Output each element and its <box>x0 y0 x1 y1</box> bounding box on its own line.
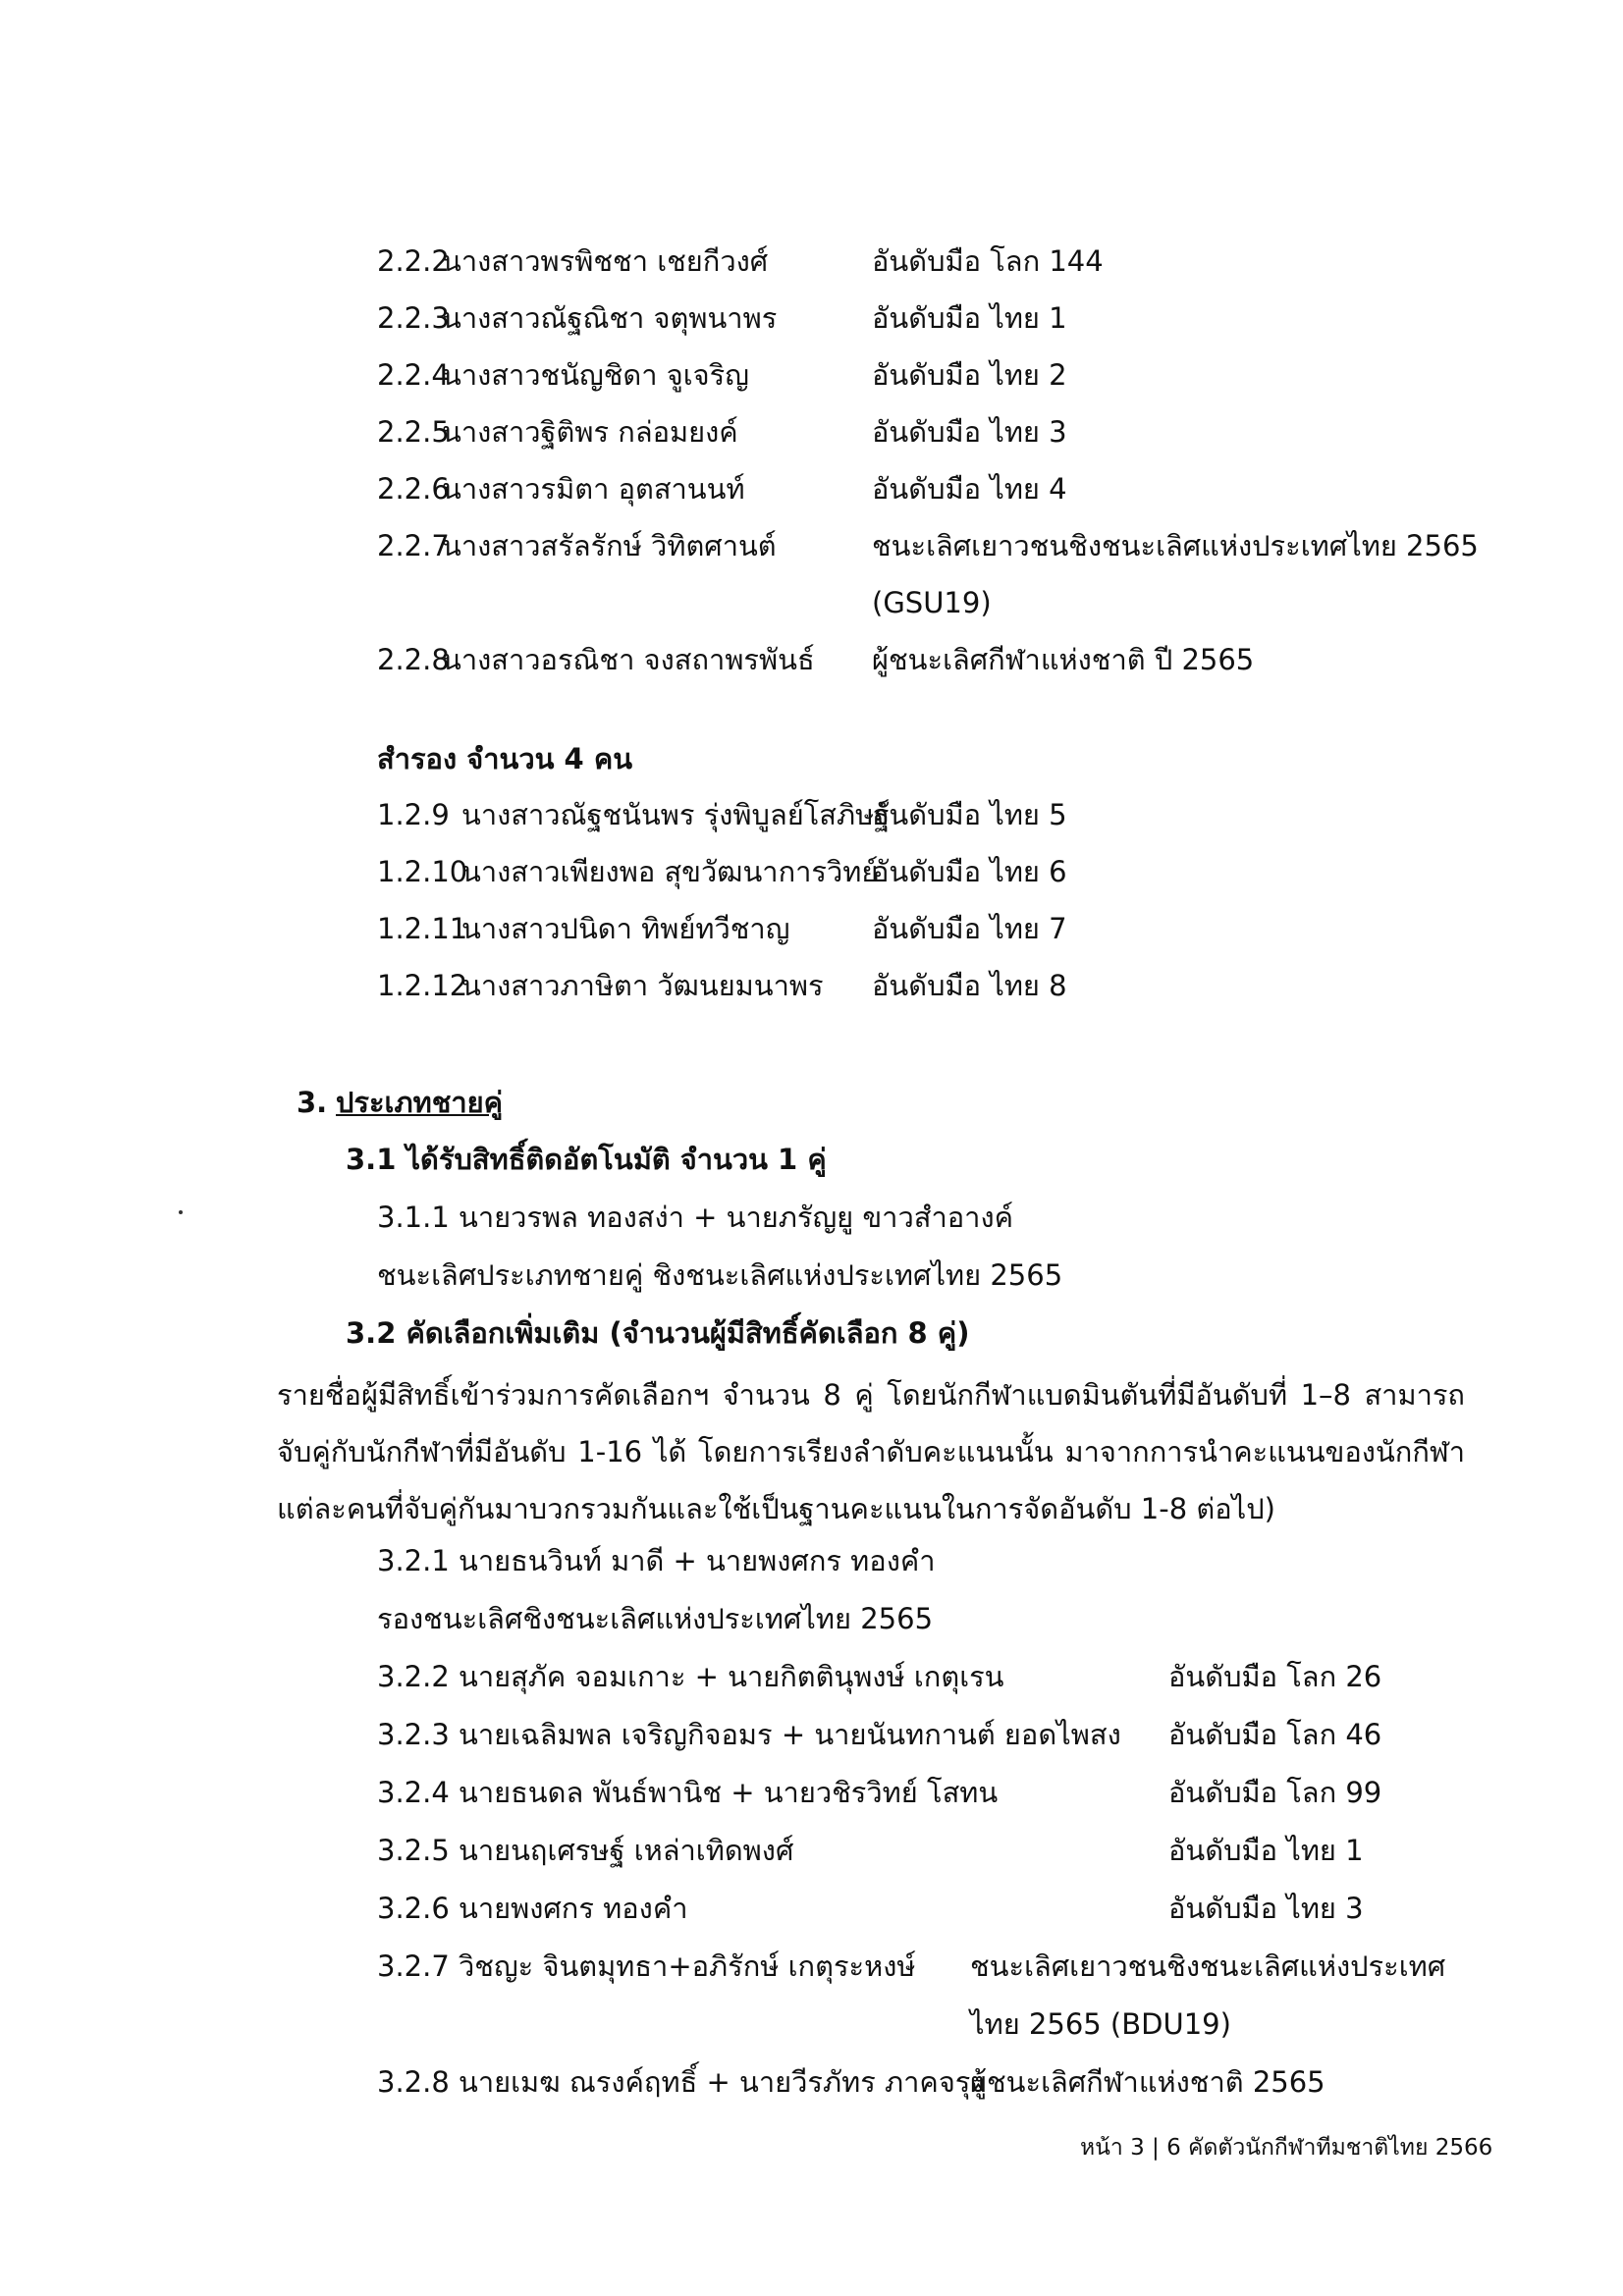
pair-name: 3.2.2 นายสุภัค จอมเกาะ + นายกิตตินุพงษ์ เกตุเรน <box>377 1660 1004 1693</box>
pair-rank: อันดับมือ ไทย 1 <box>1168 1834 1364 1867</box>
pair-rank-cont: ไทย 2565 (BDU19) <box>970 2007 1231 2041</box>
list-item-name: นางสาวณัฐณิชา จตุพนาพร <box>442 301 778 335</box>
list-item: 3.2.1 นายธนวินท์ มาดี + นายพงศกร ทองคำ <box>377 1544 936 1577</box>
list-item-no: 2.2.6 <box>377 472 450 506</box>
list-item-rank: อันดับมือ ไทย 5 <box>872 798 1067 831</box>
list-item-rank: ชนะเลิศเยาวชนชิงชนะเลิศแห่งประเทศไทย 2565 <box>872 529 1479 562</box>
pair-rank: อันดับมือ โลก 46 <box>1168 1718 1382 1751</box>
pair-rank: ชนะเลิศเยาวชนชิงชนะเลิศแห่งประเทศ <box>970 1949 1446 1983</box>
list-item-no: 2.2.3 <box>377 301 450 335</box>
list-item-name: นางสาวชนัญชิดา จูเจริญ <box>442 358 749 392</box>
list-item-no: 2.2.5 <box>377 415 450 449</box>
pair-name: 3.2.5 นายนฤเศรษฐ์ เหล่าเทิดพงศ์ <box>377 1834 794 1867</box>
pair-name: 3.2.6 นายพงศกร ทองคำ <box>377 1892 688 1925</box>
list-item-name: นางสาวณัฐชนันพร รุ่งพิบูลย์โสภิษฐ์ <box>461 798 891 831</box>
stray-dot <box>179 1210 183 1214</box>
list-item-rank: อันดับมือ ไทย 8 <box>872 969 1067 1002</box>
pair-name: 3.2.8 นายเมฆ ณรงค์ฤทธิ์ + นายวีรภัทร ภาคจรุง <box>377 2065 985 2099</box>
pair-rank: อันดับมือ โลก 99 <box>1168 1776 1382 1809</box>
list-item-note: ชนะเลิศประเภทชายคู่ ชิงชนะเลิศแห่งประเทศไทย 2565 <box>377 1258 1063 1292</box>
list-item-no: 1.2.9 <box>377 798 450 831</box>
subsection-heading: 3.1 ได้รับสิทธิ์ติดอัตโนมัติ จำนวน 1 คู่ <box>346 1143 827 1176</box>
list-item-name: นางสาวภาษิตา วัฒนยมนาพร <box>461 969 824 1002</box>
list-item-no: 1.2.11 <box>377 912 468 945</box>
list-item-no: 2.2.2 <box>377 244 450 278</box>
pair-name: 3.2.4 นายธนดล พันธ์พานิช + นายวชิรวิทย์ โสทน <box>377 1776 999 1809</box>
list-item-rank: อันดับมือ ไทย 7 <box>872 912 1067 945</box>
list-item-rank: อันดับมือ ไทย 1 <box>872 301 1067 335</box>
section-title: ประเภทชายคู่ <box>336 1086 504 1119</box>
pair-rank: ผู้ชนะเลิศกีฬาแห่งชาติ 2565 <box>970 2065 1325 2099</box>
pair-rank: อันดับมือ โลก 26 <box>1168 1660 1382 1693</box>
list-item-no: 2.2.4 <box>377 358 450 392</box>
list-item-rank: อันดับมือ ไทย 2 <box>872 358 1067 392</box>
list-item-name: นางสาวปนิดา ทิพย์ทวีชาญ <box>461 912 790 945</box>
list-item-name: นางสาวสรัลรักษ์ วิทิตศานต์ <box>442 529 777 562</box>
list-item-name: นางสาวรมิตา อุตสานนท์ <box>442 472 745 506</box>
pair-rank: อันดับมือ ไทย 3 <box>1168 1892 1364 1925</box>
reserve-heading: สำรอง จำนวน 4 คน <box>377 742 633 775</box>
list-item-rank-cont: (GSU19) <box>872 586 992 619</box>
pair-name: 3.2.7 วิชญะ จินตมุทธา+อภิรักษ์ เกตุระหงษ์ <box>377 1949 916 1983</box>
list-item-rank: อันดับมือ โลก 144 <box>872 244 1104 278</box>
list-item-rank: อันดับมือ ไทย 3 <box>872 415 1067 449</box>
list-item-rank: อันดับมือ ไทย 6 <box>872 855 1067 888</box>
paragraph: รายชื่อผู้มีสิทธิ์เข้าร่วมการคัดเลือกฯ จำนวน 8 คู่ โดยนักกีฬาแบดมินตันที่มีอันดับที่ 1–8 สามารถจับคู่กับนักกีฬาที่มีอันดับ 1-16 ได้ โดยการเรียงลำดับคะแนนนั้น มาจากการนำคะแนนของนักกีฬาแต่ละคนที่จับคู่กันมาบวกรวมกันและใช้เป็นฐานคะแนนในการจัดอันดับ 1-8 ต่อไป) <box>277 1378 1465 1525</box>
section-number: 3. <box>297 1086 328 1119</box>
list-item-name: นางสาวฐิติพร กล่อมยงค์ <box>442 415 738 449</box>
list-item-rank: ผู้ชนะเลิศกีฬาแห่งชาติ ปี 2565 <box>872 643 1255 676</box>
list-item: 3.1.1 นายวรพล ทองสง่า + นายภรัญยู ขาวสำอางค์ <box>377 1201 1013 1234</box>
list-item-no: 1.2.10 <box>377 855 468 888</box>
subsection-heading: 3.2 คัดเลือกเพิ่มเติม (จำนวนผู้มีสิทธิ์คัดเลือก 8 คู่) <box>346 1316 970 1350</box>
list-item-note: รองชนะเลิศชิงชนะเลิศแห่งประเทศไทย 2565 <box>377 1602 934 1635</box>
list-item-no: 2.2.7 <box>377 529 450 562</box>
list-item-no: 1.2.12 <box>377 969 468 1002</box>
list-item-no: 2.2.8 <box>377 643 450 676</box>
page-footer: หน้า 3 | 6 คัดตัวนักกีฬาทีมชาติไทย 2566 <box>1080 2135 1493 2161</box>
list-item-rank: อันดับมือ ไทย 4 <box>872 472 1067 506</box>
list-item-name: นางสาวพรพิชชา เชยกีวงศ์ <box>442 244 769 278</box>
list-item-name: นางสาวอรณิชา จงสถาพรพันธ์ <box>442 643 815 676</box>
list-item-name: นางสาวเพียงพอ สุขวัฒนาการวิทย์ <box>461 855 879 888</box>
pair-name: 3.2.3 นายเฉลิมพล เจริญกิจอมร + นายนันทกานต์ ยอดไพสง <box>377 1718 1121 1751</box>
